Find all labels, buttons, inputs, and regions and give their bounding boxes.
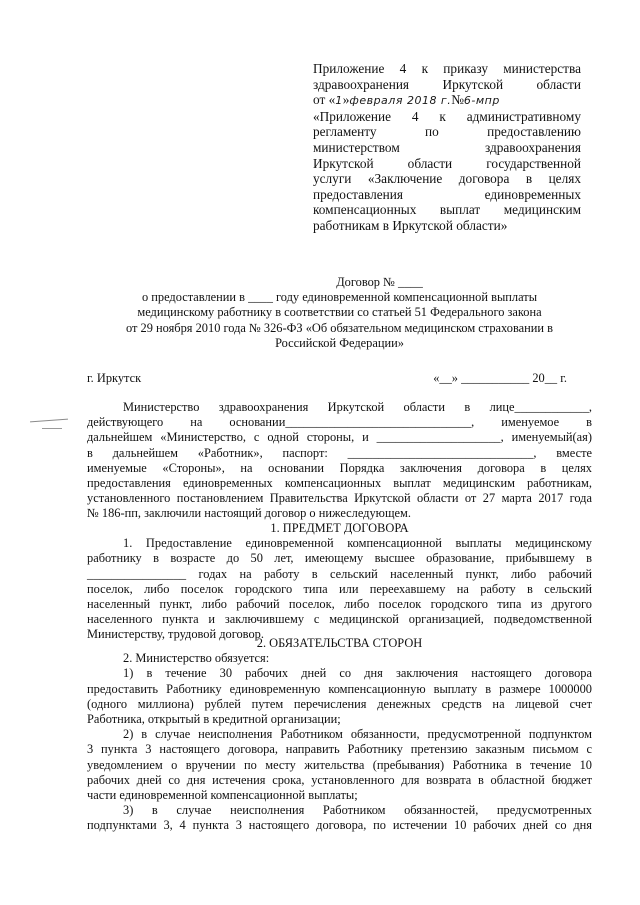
- appendix-block: [313, 61, 581, 234]
- number-sign: №: [451, 92, 464, 108]
- clause-2-line-last: части единовременной компенсационной выплаты;: [87, 788, 358, 803]
- section-2-heading: 2. ОБЯЗАТЕЛЬСТВА СТОРОН: [256, 636, 423, 650]
- clause-1-line-last: Работника, открытый в кредитной организации;: [87, 712, 341, 727]
- preamble-line-last: № 186-пп, заключили настоящий договор о нижеследующем.: [87, 506, 411, 521]
- reglament-line: услуги «Заключение договора в целях: [313, 171, 581, 187]
- contract-number: Договор № ____: [336, 275, 423, 289]
- section-1: [87, 521, 592, 643]
- clause-1-line: 1) в течение 30 рабочих дней со дня заключения настоящего договора: [123, 666, 592, 681]
- clause-3-line: подпунктами 3, 4 пункта 3 настоящего договора, по истечении 10 рабочих дней со дня: [87, 818, 592, 833]
- date-middle: »: [342, 92, 350, 108]
- title-line-2: о предоставлении в ____ году единовременной компенсационной выплаты: [141, 290, 538, 305]
- reglament-line: предоставления единовременных: [313, 186, 581, 202]
- appendix-line-1: Приложение 4 к приказу министерства: [313, 61, 581, 76]
- section-1-line: населенный пункт, либо рабочий поселок, либо поселок городского типа из другого: [87, 597, 592, 612]
- section-1-line: работнику в возрасте до 50 лет, имеющему высшее образование, прибывшему в: [87, 551, 592, 566]
- reglament-line-last: работникам в Иркутской области»: [313, 217, 508, 233]
- clause-1-line: предоставить Работнику единовременную компенсационную выплату в размере 1000000: [87, 681, 592, 696]
- preamble-line: установленного постановлением Правительства Иркутской области от 27 марта 2017 года: [87, 491, 592, 506]
- city: г. Иркутск: [87, 371, 142, 385]
- handwritten-order-number: 6-мпр: [463, 94, 500, 108]
- handwritten-date: февраля 2018 г.: [349, 94, 452, 108]
- title-line-5: Российской Федерации»: [275, 335, 404, 350]
- reglament-line: Иркутской области государственной: [313, 155, 581, 171]
- date-placeholder: «__» ___________ 20__ г.: [433, 371, 567, 385]
- preamble-line: Министерство здравоохранения Иркутской области в лице____________,: [123, 400, 592, 414]
- section-1-line: поселок, либо поселок городского типа или переехавшему на работу в сельский: [87, 581, 592, 596]
- clause-2-line: уведомлением о вручении по месту жительства (пребывания) Работника в течение 10: [87, 757, 592, 772]
- clause-2-line: рабочих дней со дня истечения срока, установленного для возврата в областной бюджет: [87, 772, 592, 787]
- handwritten-day: 1: [335, 94, 343, 108]
- place-date-line: [87, 371, 567, 386]
- section-1-line: ________________ годах на работу в сельский населенный пункт, либо рабочий: [87, 566, 592, 581]
- appendix-line-2: здравоохранения Иркутской области: [313, 76, 581, 92]
- clause-1-line: (одного миллиона) рублей путем перечисления денежных средств на лицевой счет: [87, 696, 592, 711]
- section-1-line: 1. Предоставление единовременной компенсационной выплаты медицинскому: [123, 536, 592, 551]
- margin-mark: [30, 419, 68, 423]
- section-1-line: населенного пункта и заключившему с медицинской организацией, подведомственной: [87, 612, 592, 627]
- margin-mark: [42, 428, 62, 429]
- contract-title: [87, 275, 592, 351]
- preamble: [87, 400, 592, 522]
- clause-3-line: 3) в случае неисполнения Работником обязанностей, предусмотренных: [123, 803, 592, 818]
- reglament-line: министерством здравоохранения: [313, 139, 581, 155]
- preamble-line: действующего на основании______________________________, именуемое в: [87, 415, 592, 430]
- section-1-line-last: Министерству, трудовой договор.: [87, 627, 264, 642]
- title-line-3: медицинскому работнику в соответствии со статьей 51 Федерального закона: [137, 305, 542, 320]
- section-1-heading: 1. ПРЕДМЕТ ДОГОВОРА: [270, 521, 409, 535]
- reglament-line: «Приложение 4 к административному: [313, 108, 581, 124]
- section-2-intro: 2. Министерство обязуется:: [123, 651, 270, 666]
- preamble-line: предоставления единовременных компенсационных выплат медицинским работникам,: [87, 476, 592, 491]
- preamble-line: в дальнейшем «Работник», паспорт: ______________________________, вместе: [87, 445, 592, 460]
- clause-2-line: 2) в случае неисполнения Работником обязанности, предусмотренной подпунктом: [123, 727, 592, 742]
- clause-2-line: 3 пункта 3 настоящего договора, направить Работнику претензию заказным письмом с: [87, 742, 592, 757]
- preamble-line: дальнейшем «Министерство, с одной стороны, и ____________________, именуемый(ая): [87, 430, 592, 445]
- reglament-line: регламенту по предоставлению: [313, 124, 581, 140]
- reglament-line: компенсационных выплат медицинским: [313, 202, 581, 218]
- appendix-line-3: [313, 92, 581, 109]
- section-2: [87, 636, 592, 834]
- preamble-line: именуемые «Стороны», на основании Порядка заключения договора в целях: [87, 460, 592, 475]
- title-line-4: от 29 ноября 2010 года № 326-ФЗ «Об обязательном медицинском страховании в: [125, 320, 554, 335]
- date-prefix: от «: [313, 92, 336, 108]
